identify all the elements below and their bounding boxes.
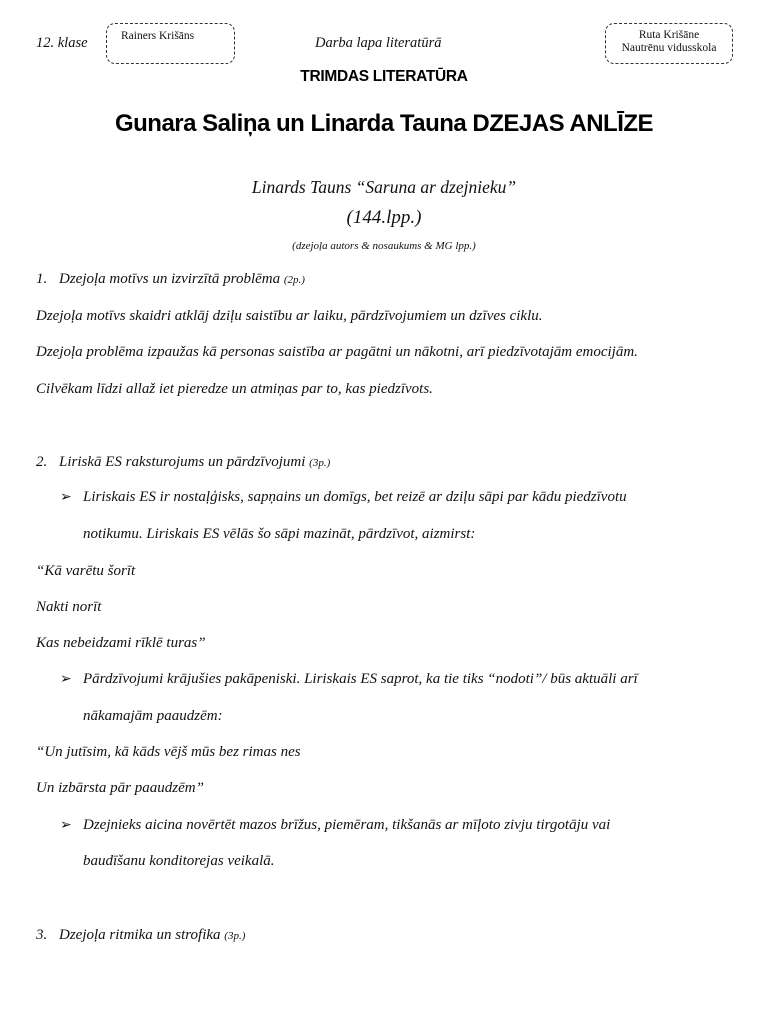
q2-heading-text: Liriskā ES raksturojums un pārdzīvojumi (59, 454, 306, 470)
q1-paragraph-3: Cilvēkam līdzi allaž iet pieredze un atmiņas par to, kas piedzīvots. (36, 381, 433, 397)
q1-heading-text: Dzejoļa motīvs un izvirzītā problēma (59, 271, 281, 287)
poem-note: (dzejoļa autors & nosaukums & MG lpp.) (292, 240, 476, 252)
q2-bullet-1-line-1: Liriskais ES ir nostaļģisks, sapņains un domīgs, bet reizē ar dziļu sāpi par kādu piedzīvotu (83, 489, 627, 505)
section-title: TRIMDAS LITERATŪRA (300, 68, 468, 85)
q2-number: 2. (36, 454, 48, 470)
school-name: Nautrēnu vidusskola (621, 42, 717, 54)
q2-bullet-2-line-1: Pārdzīvojumi krājušies pakāpeniski. Liriskais ES saprot, ka tie tiks “nodoti”/ būs aktuāli arī (83, 671, 638, 687)
q1-points: (2p.) (283, 274, 305, 286)
q3-number: 3. (36, 927, 48, 943)
q3-heading-text: Dzejoļa ritmika un strofika (59, 927, 221, 943)
q3-points: (3p.) (224, 930, 246, 942)
q2-quote-2-line-2: Un izbārsta pār paaudzēm” (36, 780, 204, 796)
q2-quote-1-line-1: “Kā varētu šorīt (36, 563, 136, 579)
q1-heading (36, 271, 305, 288)
q2-heading (36, 454, 330, 471)
worksheet-label: Darba lapa literatūrā (315, 35, 442, 51)
q2-bullet-3-line-2: baudīšanu konditorejas veikalā. (83, 853, 275, 869)
q2-points: (3p.) (309, 457, 331, 469)
student-name: Rainers Krišāns (121, 30, 195, 42)
q2-quote-1-line-2: Nakti norīt (36, 599, 102, 615)
poem-page: (144.lpp.) (346, 207, 422, 228)
student-name-box (106, 23, 235, 64)
q1-number: 1. (36, 271, 48, 287)
arrow-bullet-icon: ➢ (60, 672, 72, 687)
class-label: 12. klase (36, 35, 88, 51)
page-title: Gunara Saliņa un Linarda Tauna DZEJAS ANLĪZE (114, 110, 654, 137)
arrow-bullet-icon: ➢ (60, 818, 72, 833)
q2-quote-1-line-3: Kas nebeidzami rīklē turas” (36, 635, 206, 651)
q2-quote-2-line-1: “Un jutīsim, kā kāds vējš mūs bez rimas nes (36, 744, 301, 760)
poem-title: Linards Tauns “Saruna ar dzejnieku” (251, 177, 517, 197)
q2-bullet-3-line-1: Dzejnieks aicina novērtēt mazos brīžus, piemēram, tikšanās ar mīļoto zivju tirgotāju vai (83, 817, 611, 833)
teacher-school-box (605, 23, 733, 64)
q2-bullet-2-line-2: nākamajām paaudzēm: (83, 708, 223, 724)
q3-heading (36, 927, 245, 944)
teacher-name: Ruta Krišāne (638, 29, 700, 41)
arrow-bullet-icon: ➢ (60, 490, 72, 505)
q1-paragraph-1: Dzejoļa motīvs skaidri atklāj dziļu saistību ar laiku, pārdzīvojumiem un dzīves ciklu. (36, 308, 543, 324)
q2-bullet-1-line-2: notikumu. Liriskais ES vēlās šo sāpi mazināt, pārdzīvot, aizmirst: (83, 526, 476, 542)
q1-paragraph-2: Dzejoļa problēma izpaužas kā personas saistība ar pagātni un nākotni, arī piedzīvotajām emocijām. (36, 344, 638, 360)
